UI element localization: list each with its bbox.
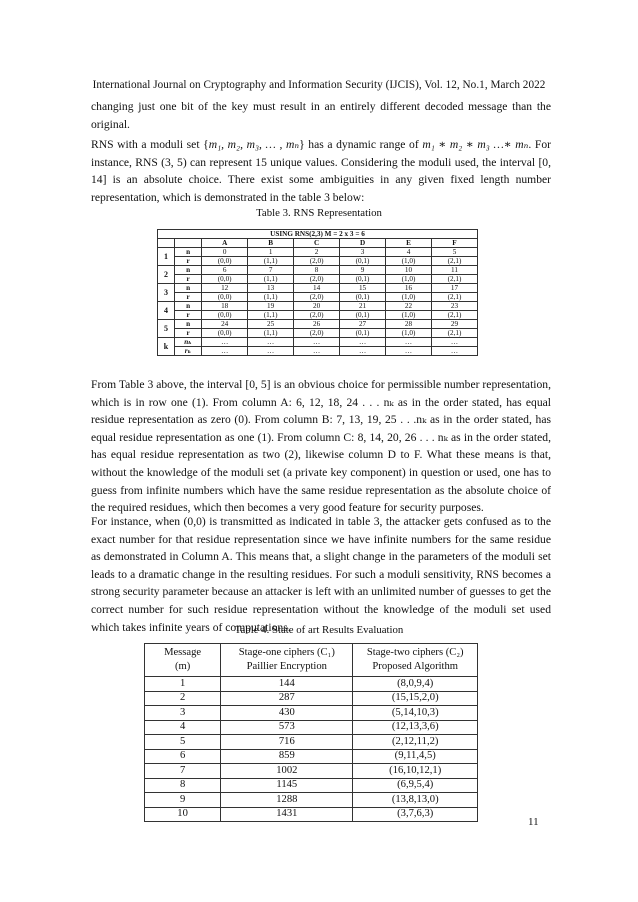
table3-cell: (0,1): [340, 275, 386, 284]
table3-cell: (1,0): [386, 293, 432, 302]
table3-cell: 2: [294, 248, 340, 257]
table4-cell: (5,14,10,3): [353, 706, 478, 721]
table3-column-header: D: [340, 239, 386, 248]
table4-cell: 8: [145, 778, 221, 793]
table3-row: [158, 320, 478, 329]
table3-cell: 24: [202, 320, 248, 329]
table3-cell: (2,0): [294, 311, 340, 320]
table3-cell: 20: [294, 302, 340, 311]
table3-cell: …: [386, 347, 432, 356]
table-4-results-evaluation: [144, 643, 478, 822]
table4-header-line2: Paillier Encryption: [246, 661, 327, 672]
table3-cell: (1,0): [386, 275, 432, 284]
table4-cell: (16,10,12,1): [353, 764, 478, 779]
table4-header-row: [145, 644, 478, 677]
table3-cell: (0,0): [202, 275, 248, 284]
table3-row-label: 3: [158, 284, 175, 302]
table3-cell: (0,0): [202, 293, 248, 302]
table3-cell: (1,1): [248, 257, 294, 266]
table3-cell: (0,1): [340, 293, 386, 302]
table3-cell: 28: [386, 320, 432, 329]
table3-cell: 8: [294, 266, 340, 275]
table3-caption: Table 3. RNS Representation: [256, 207, 382, 219]
table3-cell: …: [294, 338, 340, 347]
table3-cell: (2,1): [431, 329, 477, 338]
table3-cell: …: [340, 338, 386, 347]
table4-column-header: [221, 644, 353, 677]
table3-row: [158, 293, 478, 302]
table4-cell: 144: [221, 677, 353, 692]
table3-cell: 29: [431, 320, 477, 329]
table3-cell: 23: [431, 302, 477, 311]
table4-cell: (2,12,11,2): [353, 735, 478, 750]
table3-kind-label: n: [174, 320, 201, 329]
table3-row-label: 4: [158, 302, 175, 320]
table3-cell: 3: [340, 248, 386, 257]
table3-kind-label: n: [174, 302, 201, 311]
table4-cell: 2: [145, 691, 221, 706]
table3-corner: [158, 239, 175, 248]
para2-c: . For instance, RNS (3, 5) can represent 15 unique values. Considering the moduli used, the interval [0, 14] is an absolute choice. There exist some ambiguities in any given fixed length number representation, which is demonstrated in the table 3 below:: [91, 138, 551, 204]
table3-corner: [174, 239, 201, 248]
table4-cell: 716: [221, 735, 353, 750]
table4-row: [145, 778, 478, 793]
table3-row: [158, 248, 478, 257]
table4-header-line1: Stage-one ciphers (C₁): [238, 647, 335, 658]
table4-row: [145, 677, 478, 692]
table3-cell: 16: [386, 284, 432, 293]
table3-row-label: k: [158, 338, 175, 356]
table4-cell: 573: [221, 720, 353, 735]
table4-cell: 1002: [221, 764, 353, 779]
table3-cell: (0,1): [340, 329, 386, 338]
table4-cell: 7: [145, 764, 221, 779]
table3-cell: 14: [294, 284, 340, 293]
table4-header-line1: Stage-two ciphers (C₂): [366, 647, 464, 658]
table3-cell: …: [202, 347, 248, 356]
table3-cell: (2,0): [294, 329, 340, 338]
table3-cell: …: [431, 347, 477, 356]
table3-column-header-row: [158, 239, 478, 248]
table4-cell: 9: [145, 793, 221, 808]
table4-caption: Table 4. State of art Results Evaluation: [234, 624, 404, 636]
paragraph-1: changing just one bit of the key must result in an entirely different decoded message than the original.: [91, 100, 551, 131]
table3-row: [158, 284, 478, 293]
table3-cell: …: [340, 347, 386, 356]
table3-cell: 1: [248, 248, 294, 257]
table3-row-label: 2: [158, 266, 175, 284]
table3-cell: 0: [202, 248, 248, 257]
table4-row: [145, 793, 478, 808]
dynamic-range-formula: m₁ ∗ m₂ ∗ m₃ …∗ mₙ: [422, 138, 529, 151]
table3-row: [158, 329, 478, 338]
table3-row: [158, 266, 478, 275]
table3-kind-label: rₖ: [174, 347, 201, 356]
table3-column-header: F: [431, 239, 477, 248]
table4-header-line2: (m): [174, 661, 191, 672]
table3-kind-label: n: [174, 284, 201, 293]
table4-cell: 5: [145, 735, 221, 750]
moduli-set-formula: m₁, m₂, m₃, … , mₙ: [208, 138, 300, 151]
table4-cell: (12,13,3,6): [353, 720, 478, 735]
table3-cell: …: [202, 338, 248, 347]
table4-body: [145, 677, 478, 822]
table3-cell: 6: [202, 266, 248, 275]
para2-b: } has a dynamic range of: [299, 138, 423, 151]
table4-cell: (8,0,9,4): [353, 677, 478, 692]
table3-cell: (1,1): [248, 275, 294, 284]
table3-row: [158, 338, 478, 347]
table3-kind-label: r: [174, 311, 201, 320]
table3-cell: …: [248, 338, 294, 347]
table4-row: [145, 691, 478, 706]
table3-cell: 7: [248, 266, 294, 275]
table3-cell: 17: [431, 284, 477, 293]
table3-cell: (2,0): [294, 275, 340, 284]
table3-cell: (2,1): [431, 293, 477, 302]
table3-column-header: B: [248, 239, 294, 248]
table4-column-header: [145, 644, 221, 677]
table3-cell: (1,1): [248, 311, 294, 320]
table4-header-line2: Proposed Algorithm: [372, 661, 459, 672]
table3-cell: (1,0): [386, 257, 432, 266]
para2-a: RNS with a moduli set {: [91, 138, 209, 151]
paragraph-3: From Table 3 above, the interval [0, 5] is an obvious choice for permissible number representation, which is in row one (1). From column A: 6, 12, 18, 24 . . . nₖ as in the order stated, has equal residue representation as zero (0). From column B: 7, 13, 19, 25 . . .nₖ as in the order stated, has equal residue representation as one (1). From column C: 8, 14, 20, 26 . . . nₖ as in the order stated, has equal residue representation as two (2), likewise column D to F. What these means is that, without the knowledge of the moduli set (a private key component) in question or used, one has to guess from infinite numbers which have the same residue representation as the absolute choice of the required residues, which then becomes a very good feature for security purposes.: [91, 378, 551, 515]
table3-cell: …: [386, 338, 432, 347]
paragraph-4: For instance, when (0,0) is transmitted as indicated in table 3, the attacker gets confused as to the exact number for that residue representation since we have infinite numbers for the same residue as demonstrated in Column A. This means that, a slight change in the parameters of the moduli set leads to a dramatic change in the resulting residues. For such a moduli sensitivity, RNS becomes a strong security parameter because an attacker is left with an unlimited number of guesses to get the correct number for such residue representation without the knowledge of the moduli set used which takes infinite years of computations.: [91, 515, 551, 634]
table3-row: [158, 311, 478, 320]
table3-cell: 25: [248, 320, 294, 329]
table4-cell: 1431: [221, 807, 353, 822]
table4-cell: (13,8,13,0): [353, 793, 478, 808]
table3-cell: (0,0): [202, 329, 248, 338]
table4-cell: 1288: [221, 793, 353, 808]
table3-cell: (2,1): [431, 257, 477, 266]
table3-kind-label: n: [174, 266, 201, 275]
table4-row: [145, 807, 478, 822]
table3-cell: …: [248, 347, 294, 356]
table3-kind-label: r: [174, 329, 201, 338]
table4-cell: (15,15,2,0): [353, 691, 478, 706]
table3-cell: 11: [431, 266, 477, 275]
table3-row-label: 5: [158, 320, 175, 338]
table3-cell: 12: [202, 284, 248, 293]
table3-cell: 10: [386, 266, 432, 275]
table4-cell: (6,9,5,4): [353, 778, 478, 793]
table4-cell: 10: [145, 807, 221, 822]
table3-cell: 9: [340, 266, 386, 275]
table4-cell: 6: [145, 749, 221, 764]
table3-cell: (2,1): [431, 311, 477, 320]
table3-cell: …: [431, 338, 477, 347]
table3-row: [158, 257, 478, 266]
paragraph-2: [91, 136, 551, 206]
table4-row: [145, 735, 478, 750]
table3-title: USING RNS(2,3) M = 2 x 3 = 6: [158, 230, 478, 239]
table3-cell: (0,1): [340, 311, 386, 320]
running-header: International Journal on Cryptography and Information Security (IJCIS), Vol. 12, No.1, March 2022: [92, 79, 546, 91]
table3-cell: (2,0): [294, 293, 340, 302]
table4-cell: 1145: [221, 778, 353, 793]
table4-cell: 287: [221, 691, 353, 706]
table4-header-line1: Message: [164, 647, 202, 658]
table3-column-header: E: [386, 239, 432, 248]
table4-cell: 430: [221, 706, 353, 721]
table3-row-label: 1: [158, 248, 175, 266]
table4-cell: (9,11,4,5): [353, 749, 478, 764]
table3-cell: 19: [248, 302, 294, 311]
page-number: 11: [528, 816, 539, 828]
table3-cell: (0,1): [340, 257, 386, 266]
table3-row: [158, 302, 478, 311]
table3-row: [158, 347, 478, 356]
table3-cell: 4: [386, 248, 432, 257]
table3-cell: 26: [294, 320, 340, 329]
table3-cell: 22: [386, 302, 432, 311]
table3-cell: 27: [340, 320, 386, 329]
table4-cell: 859: [221, 749, 353, 764]
table3-column-header: A: [202, 239, 248, 248]
table4-row: [145, 764, 478, 779]
table3-cell: 18: [202, 302, 248, 311]
table3-body: [158, 248, 478, 356]
table4-cell: 1: [145, 677, 221, 692]
table4-row: [145, 720, 478, 735]
table3-cell: 13: [248, 284, 294, 293]
table3-row: [158, 275, 478, 284]
table3-cell: (1,1): [248, 293, 294, 302]
table3-cell: (2,1): [431, 275, 477, 284]
table3-cell: 5: [431, 248, 477, 257]
table3-cell: (0,0): [202, 257, 248, 266]
table4-row: [145, 706, 478, 721]
table-3-rns-representation: [157, 229, 478, 356]
table3-kind-label: r: [174, 275, 201, 284]
table3-cell: (1,0): [386, 311, 432, 320]
table3-cell: (0,0): [202, 311, 248, 320]
table3-cell: (1,1): [248, 329, 294, 338]
table3-column-header: C: [294, 239, 340, 248]
table3-kind-label: nₖ: [174, 338, 201, 347]
table3-kind-label: n: [174, 248, 201, 257]
table4-cell: 4: [145, 720, 221, 735]
table3-cell: 15: [340, 284, 386, 293]
table3-cell: (1,0): [386, 329, 432, 338]
table3-cell: (2,0): [294, 257, 340, 266]
table3-cell: 21: [340, 302, 386, 311]
table4-cell: (3,7,6,3): [353, 807, 478, 822]
table4-cell: 3: [145, 706, 221, 721]
table4-column-header: [353, 644, 478, 677]
table3-kind-label: r: [174, 293, 201, 302]
table4-row: [145, 749, 478, 764]
table3-cell: …: [294, 347, 340, 356]
table3-kind-label: r: [174, 257, 201, 266]
